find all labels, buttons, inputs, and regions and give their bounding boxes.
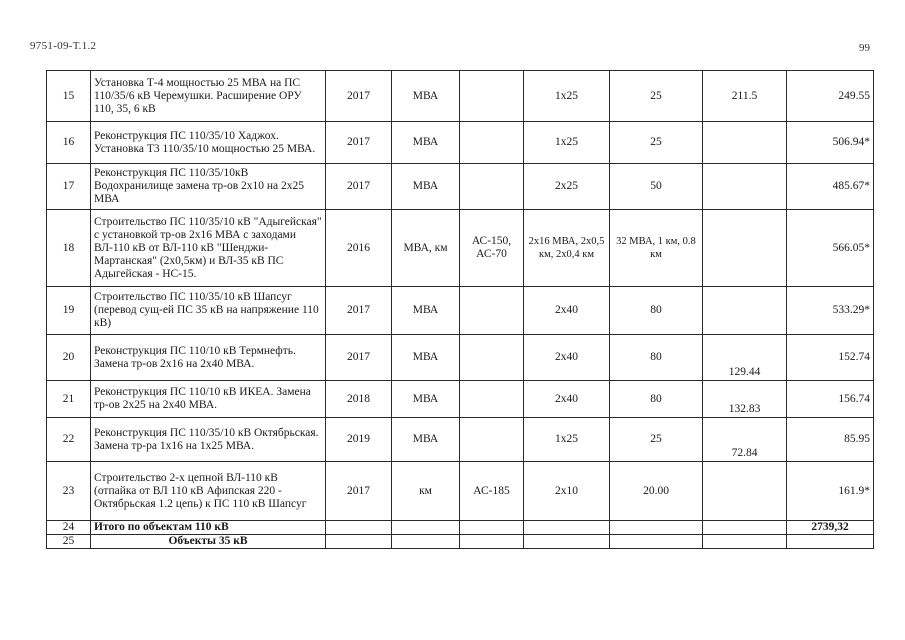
row-number: 15 xyxy=(47,71,91,122)
object-name: Реконструкция ПС 110/10 кВ ИКЕА. Замена тр-ов 2х25 на 2х40 МВА. xyxy=(91,381,326,418)
year: 2018 xyxy=(326,381,392,418)
row-number: 22 xyxy=(47,418,91,462)
empty-cell xyxy=(326,521,392,535)
total-cost: 485.67* xyxy=(787,164,874,210)
unit: МВА xyxy=(392,335,460,381)
row-number: 24 xyxy=(47,521,91,535)
capacity: 25 xyxy=(610,418,703,462)
year: 2017 xyxy=(326,462,392,521)
empty-cell xyxy=(460,521,524,535)
empty-cell xyxy=(787,535,874,549)
table-row xyxy=(47,122,874,164)
total-cost: 566.05* xyxy=(787,210,874,287)
total-label: Итого по объектам 110 кВ xyxy=(91,521,326,535)
row-number: 16 xyxy=(47,122,91,164)
table-row xyxy=(47,287,874,335)
extra-cost: 72.84 xyxy=(703,418,787,462)
extra-cost xyxy=(703,164,787,210)
unit: МВА xyxy=(392,418,460,462)
unit: МВА xyxy=(392,122,460,164)
row-number: 21 xyxy=(47,381,91,418)
object-name: Установка Т-4 мощностью 25 МВА на ПС 110/35/6 кВ Черемушки. Расширение ОРУ 110, 35, 6 кВ xyxy=(91,71,326,122)
empty-cell xyxy=(703,521,787,535)
year: 2017 xyxy=(326,335,392,381)
table-row xyxy=(47,335,874,381)
extra-cost: 132.83 xyxy=(703,381,787,418)
empty-cell xyxy=(326,535,392,549)
empty-cell xyxy=(460,535,524,549)
wire-type xyxy=(460,381,524,418)
total-cost: 533.29* xyxy=(787,287,874,335)
unit: МВА, км xyxy=(392,210,460,287)
extra-cost xyxy=(703,287,787,335)
transformers: 2х40 xyxy=(524,335,610,381)
wire-type xyxy=(460,71,524,122)
wire-type: АС-150, АС-70 xyxy=(460,210,524,287)
object-name: Реконструкция ПС 110/10 кВ Термнефть. Замена тр-ов 2х16 на 2х40 МВА. xyxy=(91,335,326,381)
total-row xyxy=(47,521,874,535)
empty-cell xyxy=(524,521,610,535)
transformers: 1х25 xyxy=(524,71,610,122)
empty-cell xyxy=(524,535,610,549)
grand-total: 2739,32 xyxy=(787,521,874,535)
transformers: 2х40 xyxy=(524,381,610,418)
empty-cell xyxy=(610,521,703,535)
extra-cost xyxy=(703,210,787,287)
document-code: 9751-09-Т.1.2 xyxy=(30,40,97,52)
total-cost: 506.94* xyxy=(787,122,874,164)
total-cost: 161.9* xyxy=(787,462,874,521)
year: 2016 xyxy=(326,210,392,287)
object-name: Строительство 2-х цепной ВЛ-110 кВ (отпайка от ВЛ 110 кВ Афипская 220 - Октябрьская 1.2 цепь) к ПС 110 кВ Шапсуг xyxy=(91,462,326,521)
unit: МВА xyxy=(392,381,460,418)
transformers: 2х25 xyxy=(524,164,610,210)
row-number: 17 xyxy=(47,164,91,210)
transformers: 2х40 xyxy=(524,287,610,335)
total-cost: 249.55 xyxy=(787,71,874,122)
total-cost: 85.95 xyxy=(787,418,874,462)
year: 2017 xyxy=(326,71,392,122)
unit: км xyxy=(392,462,460,521)
row-number: 25 xyxy=(47,535,91,549)
wire-type xyxy=(460,122,524,164)
object-name: Реконструкция ПС 110/35/10 кВ Октябрьская. Замена тр-ра 1х16 на 1х25 МВА. xyxy=(91,418,326,462)
empty-cell xyxy=(392,535,460,549)
capacity: 80 xyxy=(610,287,703,335)
section-label: Объекты 35 кВ xyxy=(91,535,326,549)
capacity: 50 xyxy=(610,164,703,210)
transformers: 1х25 xyxy=(524,418,610,462)
object-name: Строительство ПС 110/35/10 кВ Шапсуг (перевод сущ-ей ПС 35 кВ на напряжение 110 кВ) xyxy=(91,287,326,335)
table-row xyxy=(47,418,874,462)
object-name: Реконструкция ПС 110/35/10кВ Водохранилище замена тр-ов 2х10 на 2х25 МВА xyxy=(91,164,326,210)
section-row xyxy=(47,535,874,549)
unit: МВА xyxy=(392,71,460,122)
total-cost: 152.74 xyxy=(787,335,874,381)
object-name: Реконструкция ПС 110/35/10 Хаджох. Установка Т3 110/35/10 мощностью 25 МВА. xyxy=(91,122,326,164)
empty-cell xyxy=(703,535,787,549)
wire-type xyxy=(460,164,524,210)
capacity: 80 xyxy=(610,335,703,381)
capacity: 25 xyxy=(610,122,703,164)
wire-type xyxy=(460,287,524,335)
transformers: 1х25 xyxy=(524,122,610,164)
wire-type xyxy=(460,335,524,381)
year: 2017 xyxy=(326,164,392,210)
data-table xyxy=(46,70,874,549)
year: 2017 xyxy=(326,122,392,164)
transformers: 2х10 xyxy=(524,462,610,521)
capacity: 25 xyxy=(610,71,703,122)
total-cost: 156.74 xyxy=(787,381,874,418)
table-row xyxy=(47,210,874,287)
extra-cost: 211.5 xyxy=(703,71,787,122)
table-row xyxy=(47,71,874,122)
empty-cell xyxy=(610,535,703,549)
unit: МВА xyxy=(392,164,460,210)
unit: МВА xyxy=(392,287,460,335)
wire-type xyxy=(460,418,524,462)
wire-type: АС-185 xyxy=(460,462,524,521)
extra-cost xyxy=(703,462,787,521)
extra-cost: 129.44 xyxy=(703,335,787,381)
capacity: 20.00 xyxy=(610,462,703,521)
row-number: 23 xyxy=(47,462,91,521)
capacity: 32 МВА, 1 км, 0.8 км xyxy=(610,210,703,287)
page-number: 99 xyxy=(859,42,870,54)
capacity: 80 xyxy=(610,381,703,418)
table-row xyxy=(47,164,874,210)
table-row xyxy=(47,462,874,521)
row-number: 18 xyxy=(47,210,91,287)
row-number: 20 xyxy=(47,335,91,381)
table-row xyxy=(47,381,874,418)
transformers: 2х16 МВА, 2х0,5 км, 2х0,4 км xyxy=(524,210,610,287)
extra-cost xyxy=(703,122,787,164)
year: 2019 xyxy=(326,418,392,462)
empty-cell xyxy=(392,521,460,535)
year: 2017 xyxy=(326,287,392,335)
row-number: 19 xyxy=(47,287,91,335)
object-name: Строительство ПС 110/35/10 кВ "Адыгейская" с установкой тр-ов 2х16 МВА с заходами ВЛ-110 кВ от ВЛ-110 кВ "Шенджи-Мартанская" (2х0,5км) и ВЛ-35 кВ ПС Адыгейская - НС-15. xyxy=(91,210,326,287)
